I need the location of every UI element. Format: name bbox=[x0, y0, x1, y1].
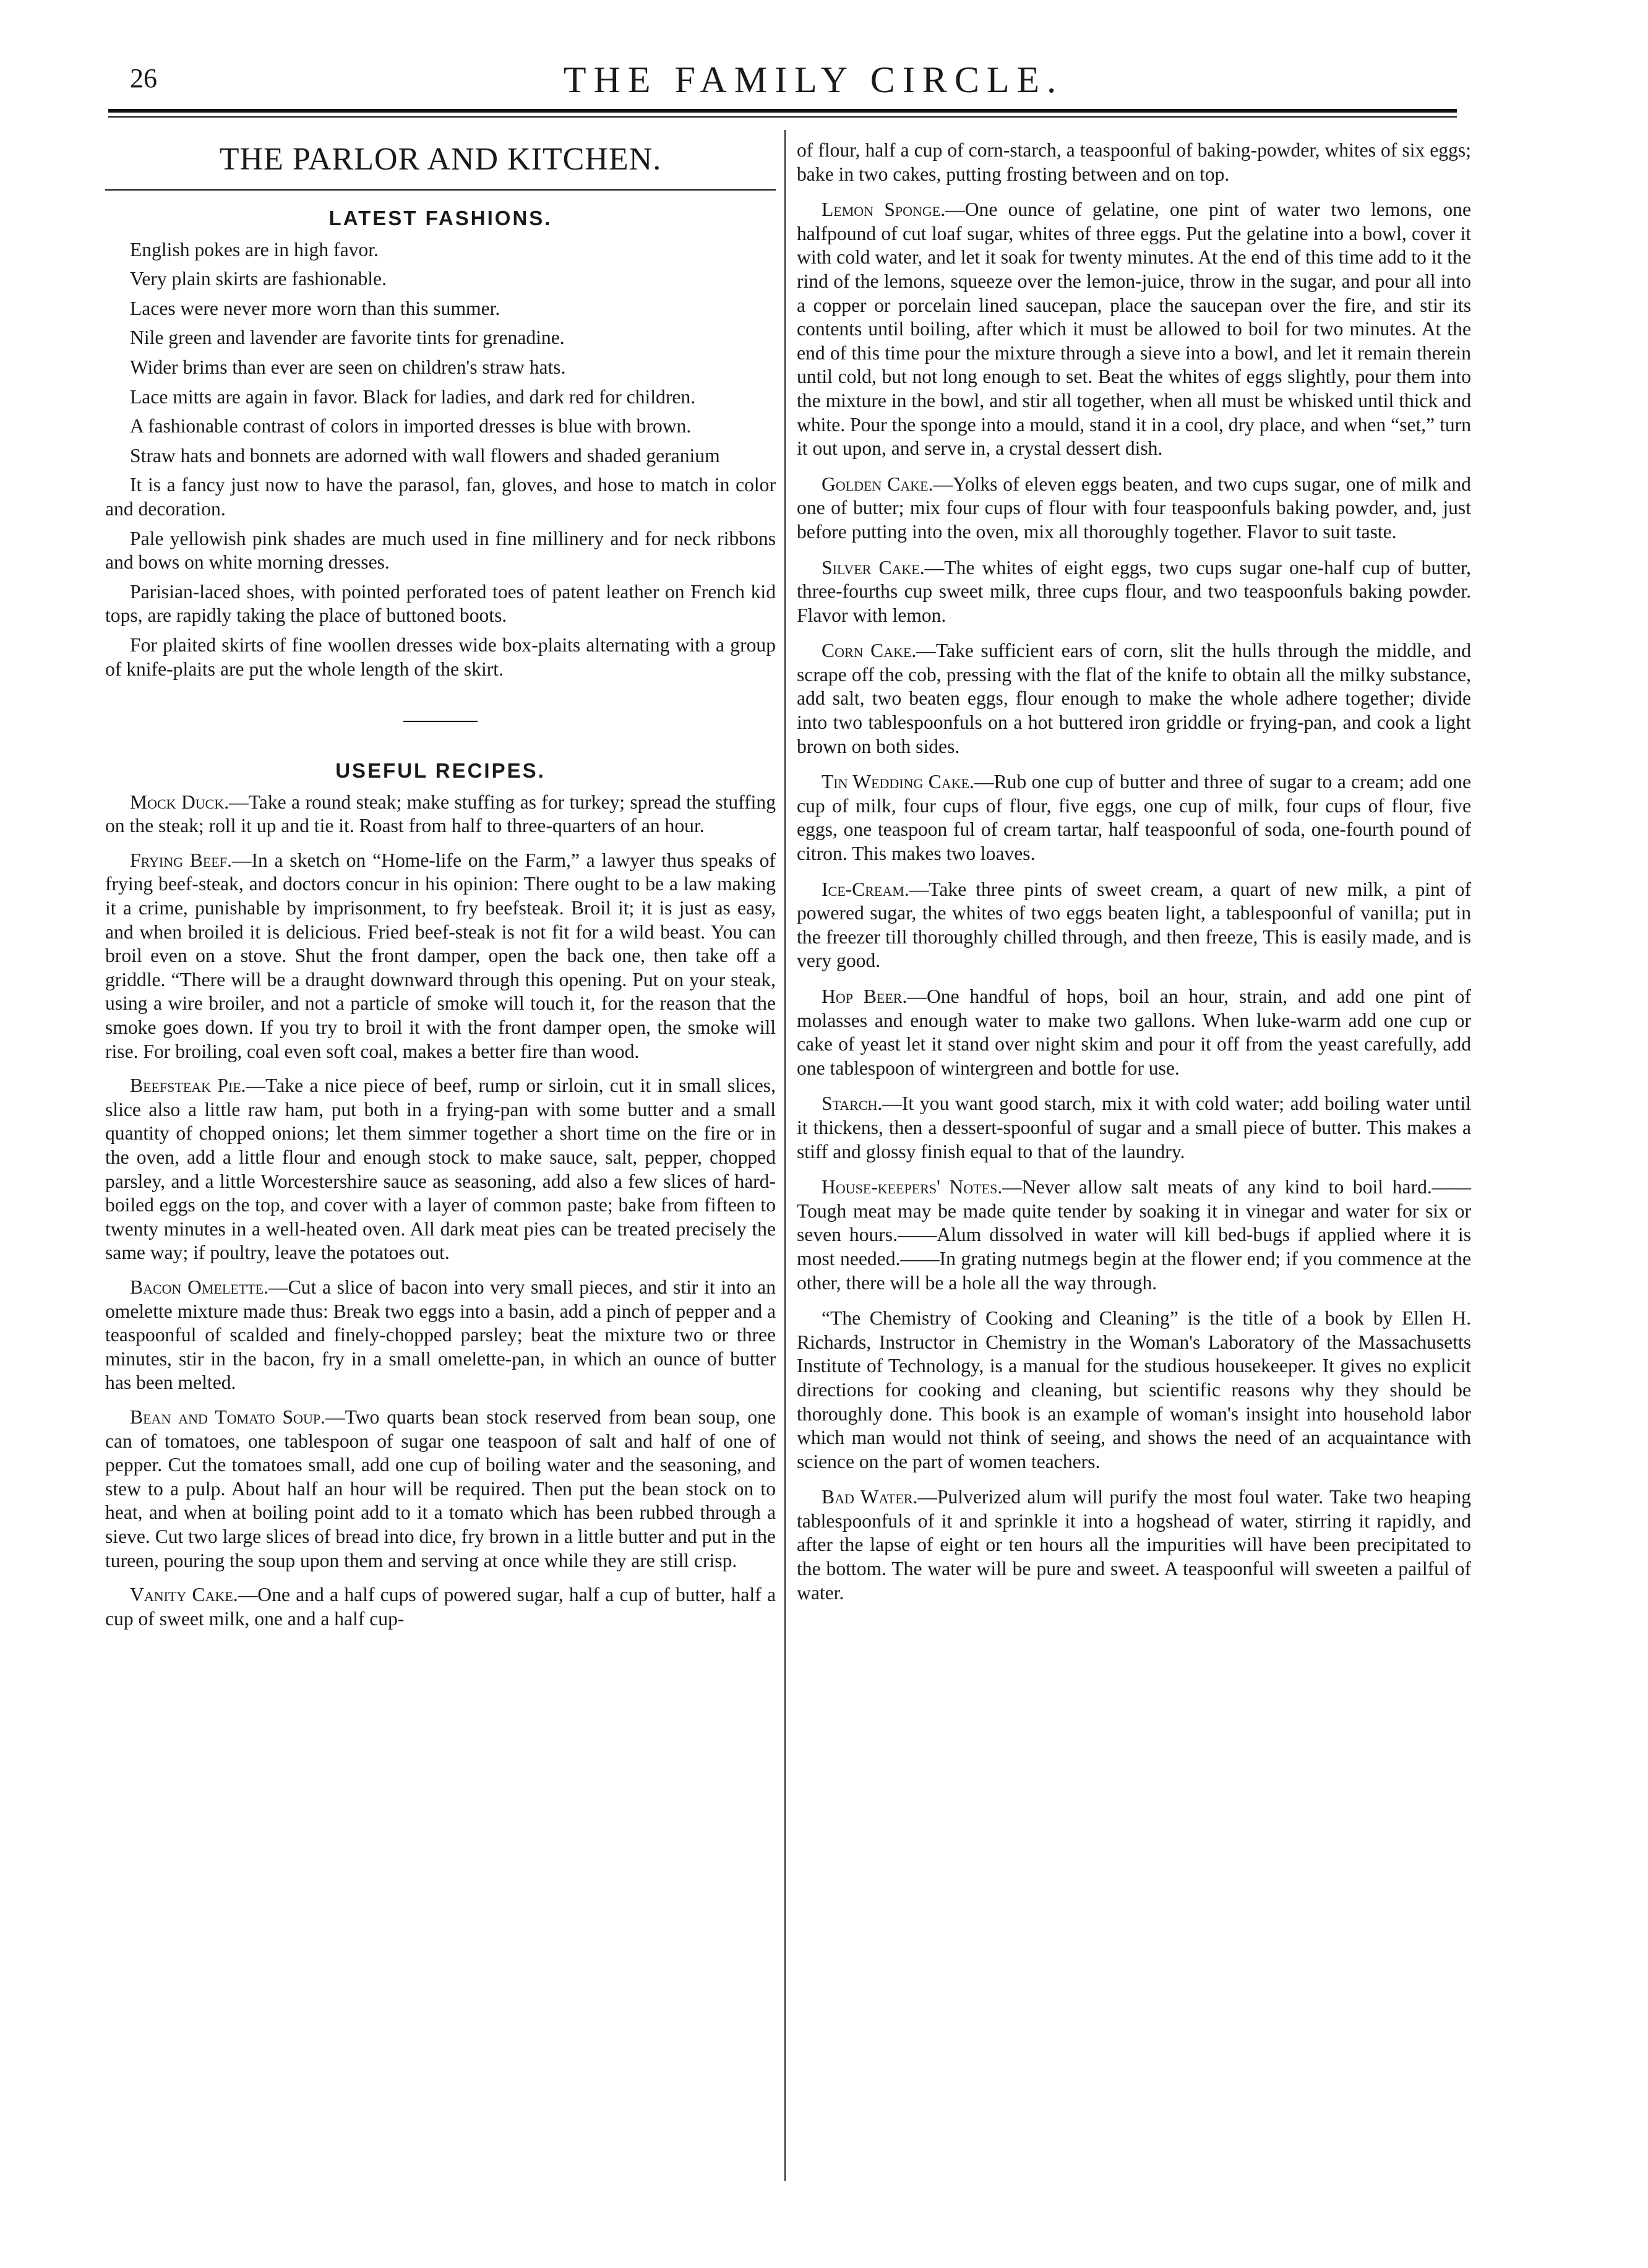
recipe-vanity-cake bbox=[105, 1583, 776, 1631]
recipe-text: —Never allow salt meats of any kind to boil hard.——Tough meat may be made quite tender by soaking it in vinegar and water for six or seven hours.——Alum dissolved in water will kill bed-bugs if applied where it is most needed.——In grating nutmegs begin at the flower end; if you commence at the other, there will be a hole all the way through. bbox=[797, 1176, 1471, 1294]
recipe-text: —The whites of eight eggs, two cups sugar one-half cup of butter, three-fourths cup sweet milk, three cups flour, and two teaspoonfuls baking powder. Flavor with lemon. bbox=[797, 556, 1471, 626]
fashion-item: Straw hats and bonnets are adorned with wall flowers and shaded geranium bbox=[130, 444, 720, 466]
fashion-item: English pokes are in high favor. bbox=[130, 238, 379, 260]
page-header bbox=[118, 59, 1509, 108]
fashion-item: It is a fancy just now to have the parasol, fan, gloves, and hose to match in color and decoration. bbox=[105, 474, 776, 520]
left-column bbox=[105, 130, 776, 1641]
column-divider bbox=[784, 130, 786, 2181]
recipe-text: —Rub one cup of butter and three of sugar to a cream; add one cup of milk, four cups of flour, five eggs, one cup of milk, four cups of flour, five eggs, one teaspoon ful of cream tartar, half teaspoonful of soda, one-fourth pound of citron. This makes two loaves. bbox=[797, 771, 1471, 865]
recipe-text: —Take sufficient ears of corn, slit the hulls through the middle, and scrape off the cob, pressing with the flat of the knife to obtain all the milky substance, add salt, two beaten eggs, flour enough to make the whole adhere together; divide into two tablespoonfuls on a hot buttered iron griddle or frying-pan, and cook a light brown on both sides. bbox=[797, 640, 1471, 757]
recipe-text: —Take a round steak; make stuffing as for turkey; spread the stuffing on the steak; roll it up and tie it. Roast from half to three-quarters of an hour. bbox=[105, 791, 776, 837]
recipe-text: —It you want good starch, mix it with cold water; add boiling water until it thickens, then a dessert-spoonful of sugar and a small piece of butter. This makes a stiff and glossy finish equal to that of the laundry. bbox=[797, 1093, 1471, 1162]
recipe-name: Tin Wedding Cake. bbox=[822, 771, 974, 793]
recipe-text: “The Chemistry of Cooking and Cleaning” is the title of a book by Ellen H. Richards, Instructor in Chemistry in the Woman's Laboratory of the Massachusetts Institute of Technology, is a manual for the studious housekeeper. It gives no explicit directions for cooking and cleaning, but scientific reasons why they should be thoroughly done. This book is an example of woman's insight into household labor which man would not think of seeing, and shows the need of an acquaintance with science on the part of women teachers. bbox=[797, 1307, 1471, 1472]
page-number: 26 bbox=[130, 63, 157, 93]
fashion-item: Pale yellowish pink shades are much used in fine millinery and for neck ribbons and bows on white morning dresses. bbox=[105, 527, 776, 573]
fashions-list bbox=[105, 238, 776, 682]
fashion-item: Lace mitts are again in favor. Black for ladies, and dark red for children. bbox=[130, 385, 696, 408]
recipe-text: —Pulverized alum will purify the most foul water. Take two heaping tablespoonfuls of it and sprinkle it into a hogshead of water, stirring it rapidly, and after the lapse of eight or ten hours all the impurities will have been precipitated to the bottom. The water will be pure and sweet. A teaspoonful will sweeten a pailful of water. bbox=[797, 1486, 1471, 1604]
recipe-name: Bad Water. bbox=[822, 1486, 918, 1508]
right-column bbox=[797, 139, 1471, 1617]
recipe-text: —Two quarts bean stock reserved from bean soup, one can of tomatoes, one tablespoon of sugar one teaspoon of salt and half of one of pepper. Cut the tomatoes small, add one cup of boiling water and the seasoning, and stew to a pulp. About half an hour will be required. Then put the bean stock on to heat, and when at boiling point add to it a tomato which has been rubbed through a sieve. Cut two large slices of bread into dice, fry brown in a little butter and put in the tureen, pouring the soup upon them and serving at once while they are still crisp. bbox=[105, 1406, 776, 1571]
recipe-housekeepers-notes bbox=[797, 1175, 1471, 1295]
recipe-name: Mock Duck. bbox=[130, 791, 230, 813]
recipe-corn-cake bbox=[797, 639, 1471, 758]
recipe-text: —Yolks of eleven eggs beaten, and two cups sugar, one of milk and one of butter; mix four cups of flour with four teaspoonfuls baking powder, and, just before putting into the oven, mix all thoroughly together. Flavor to suit taste. bbox=[797, 473, 1471, 543]
header-rule bbox=[108, 109, 1457, 113]
recipe-name: Corn Cake. bbox=[822, 640, 917, 662]
recipe-name: Starch. bbox=[822, 1093, 883, 1115]
fashion-item: Very plain skirts are fashionable. bbox=[130, 268, 387, 290]
recipe-lemon-sponge bbox=[797, 198, 1471, 461]
fashions-heading: LATEST FASHIONS. bbox=[328, 207, 552, 230]
recipe-text: —One ounce of gelatine, one pint of water two lemons, one halfpound of cut loaf sugar, whites of three eggs. Put the gelatine into a bowl, cover it with cold water, and let it soak for twenty minutes. At the end of this time add to it the rind of the lemons, squeeze over the lemon-juice, throw in the sugar, and pour all into a copper or porcelain lined saucepan, place the saucepan over the fire, and stir its contents until boiling, after which it must be allowed to boil for two minutes. At the end of this time pour the mixture through a sieve into a bowl, and let it remain therein until cold, but not long enough to set. Beat the whites of eggs slightly, pour them into the mixture in the bowl, and stir all together, when all must be whisked until thick and white. Pour the sponge into a mould, stand it in a cool, dry place, and when “set,” turn it out upon, and serve in, a crystal dessert dish. bbox=[797, 199, 1471, 460]
recipe-bacon-omelette bbox=[105, 1276, 776, 1395]
recipe-text: —Take three pints of sweet cream, a quart of new milk, a pint of powered sugar, the whites of two eggs beaten light, a tablespoonful of vanilla; put in the freezer till thoroughly chilled through, and then freeze, This is easily made, and is very good. bbox=[797, 878, 1471, 972]
recipes-heading: USEFUL RECIPES. bbox=[335, 759, 546, 783]
recipe-text: —One and a half cups of powered sugar, half a cup of butter, half a cup of sweet milk, one and a half cup- bbox=[105, 1584, 776, 1630]
recipe-name: Vanity Cake. bbox=[130, 1584, 238, 1606]
recipe-continuation: of flour, half a cup of corn-starch, a teaspoonful of baking-powder, whites of six eggs; bake in two cakes, putting frosting between and on top. bbox=[797, 139, 1471, 185]
fashion-item: Wider brims than ever are seen on children's straw hats. bbox=[130, 356, 566, 378]
recipe-bad-water bbox=[797, 1485, 1471, 1605]
recipe-frying-beef bbox=[105, 849, 776, 1063]
recipe-name: Beefsteak Pie. bbox=[130, 1075, 246, 1097]
recipe-hop-beer bbox=[797, 985, 1471, 1080]
recipe-bean-tomato-soup bbox=[105, 1406, 776, 1573]
recipe-name: Hop Beer. bbox=[822, 986, 908, 1007]
section-rule bbox=[105, 189, 776, 191]
recipe-tin-wedding-cake bbox=[797, 770, 1471, 866]
book-notice bbox=[797, 1307, 1471, 1474]
recipe-text: —Take a nice piece of beef, rump or sirloin, cut it in small slices, slice also a little raw ham, put both in a frying-pan with some butter and a small quantity of chopped onions; let them simmer together a short time on the fire or in the oven, add a little flour and enough stock to make sauce, salt, pepper, chopped parsley, and a little Worcestershire sauce as seasoning, add also a few slices of hard-boiled eggs on the top, and cover with a layer of common paste; bake from fifteen to twenty minutes in a well-heated oven. All dark meat pies can be treated precisely the same way; if poultry, leave the potatoes out. bbox=[105, 1075, 776, 1264]
recipe-beefsteak-pie bbox=[105, 1074, 776, 1265]
fashion-item: Laces were never more worn than this summer. bbox=[130, 297, 500, 319]
journal-title: THE FAMILY CIRCLE. bbox=[563, 59, 1064, 100]
section-divider bbox=[403, 721, 478, 722]
recipe-name: Bacon Omelette. bbox=[130, 1276, 269, 1298]
recipe-starch bbox=[797, 1092, 1471, 1164]
recipe-golden-cake bbox=[797, 473, 1471, 544]
recipe-name: Golden Cake. bbox=[822, 473, 933, 495]
recipe-name: Silver Cake. bbox=[822, 556, 925, 578]
recipe-silver-cake bbox=[797, 556, 1471, 628]
section-title: THE PARLOR AND KITCHEN. bbox=[219, 142, 662, 177]
recipe-name: Lemon Sponge. bbox=[822, 199, 946, 221]
recipe-text: —One handful of hops, boil an hour, strain, and add one pint of molasses and enough water to make two gallons. When luke-warm add one cup or cake of yeast let it stand over night skim and pour it off from the yeast carefully, add one tablespoon of wintergreen and bottle for use. bbox=[797, 986, 1471, 1079]
fashion-item: A fashionable contrast of colors in imported dresses is blue with brown. bbox=[130, 415, 692, 437]
recipe-name: Ice-Cream. bbox=[822, 878, 909, 900]
fashion-item: Nile green and lavender are favorite tints for grenadine. bbox=[130, 327, 565, 349]
recipe-text: —In a sketch on “Home-life on the Farm,” a lawyer thus speaks of frying beef-steak, and doctors concur in his opinion: There ought to be a law making it a crime, punishable by imprisonment, to fry beefsteak. Broil it; it is just as easy, and when broiled it is delicious. Fried beef-steak is not fit for a wild beast. You can broil even on a stove. Shut the front damper, open the back one, then take off a griddle. “There will be a draught downward through this opening. Put on your steak, using a wire broiler, and not a particle of smoke will touch it, for the reason that the smoke goes down. If you try to broil it with the front damper open, the smoke will rise. For broiling, coal even soft coal, makes a better fire than wood. bbox=[105, 849, 776, 1062]
recipe-ice-cream bbox=[797, 878, 1471, 973]
recipe-mock-duck bbox=[105, 791, 776, 838]
fashion-item: For plaited skirts of fine woollen dresses wide box-plaits alternating with a group of knife-plaits are put the whole length of the skirt. bbox=[105, 634, 776, 680]
recipe-text: —Cut a slice of bacon into very small pieces, and stir it into an omelette mixture made thus: Break two eggs into a basin, add a pinch of pepper and a teaspoonful of scalded and finely-chopped parsley; beat the mixture two or three minutes, stir in the bacon, fry in a small omelette-pan, in which an ounce of butter has been melted. bbox=[105, 1276, 776, 1394]
recipe-name: House-keepers' Notes. bbox=[822, 1176, 1003, 1198]
header-rule-thin bbox=[108, 116, 1457, 118]
recipe-name: Frying Beef. bbox=[130, 849, 232, 871]
recipe-name: Bean and Tomato Soup. bbox=[130, 1406, 325, 1428]
fashion-item: Parisian-laced shoes, with pointed perforated toes of patent leather on French kid tops, are rapidly taking the place of buttoned boots. bbox=[105, 580, 776, 627]
